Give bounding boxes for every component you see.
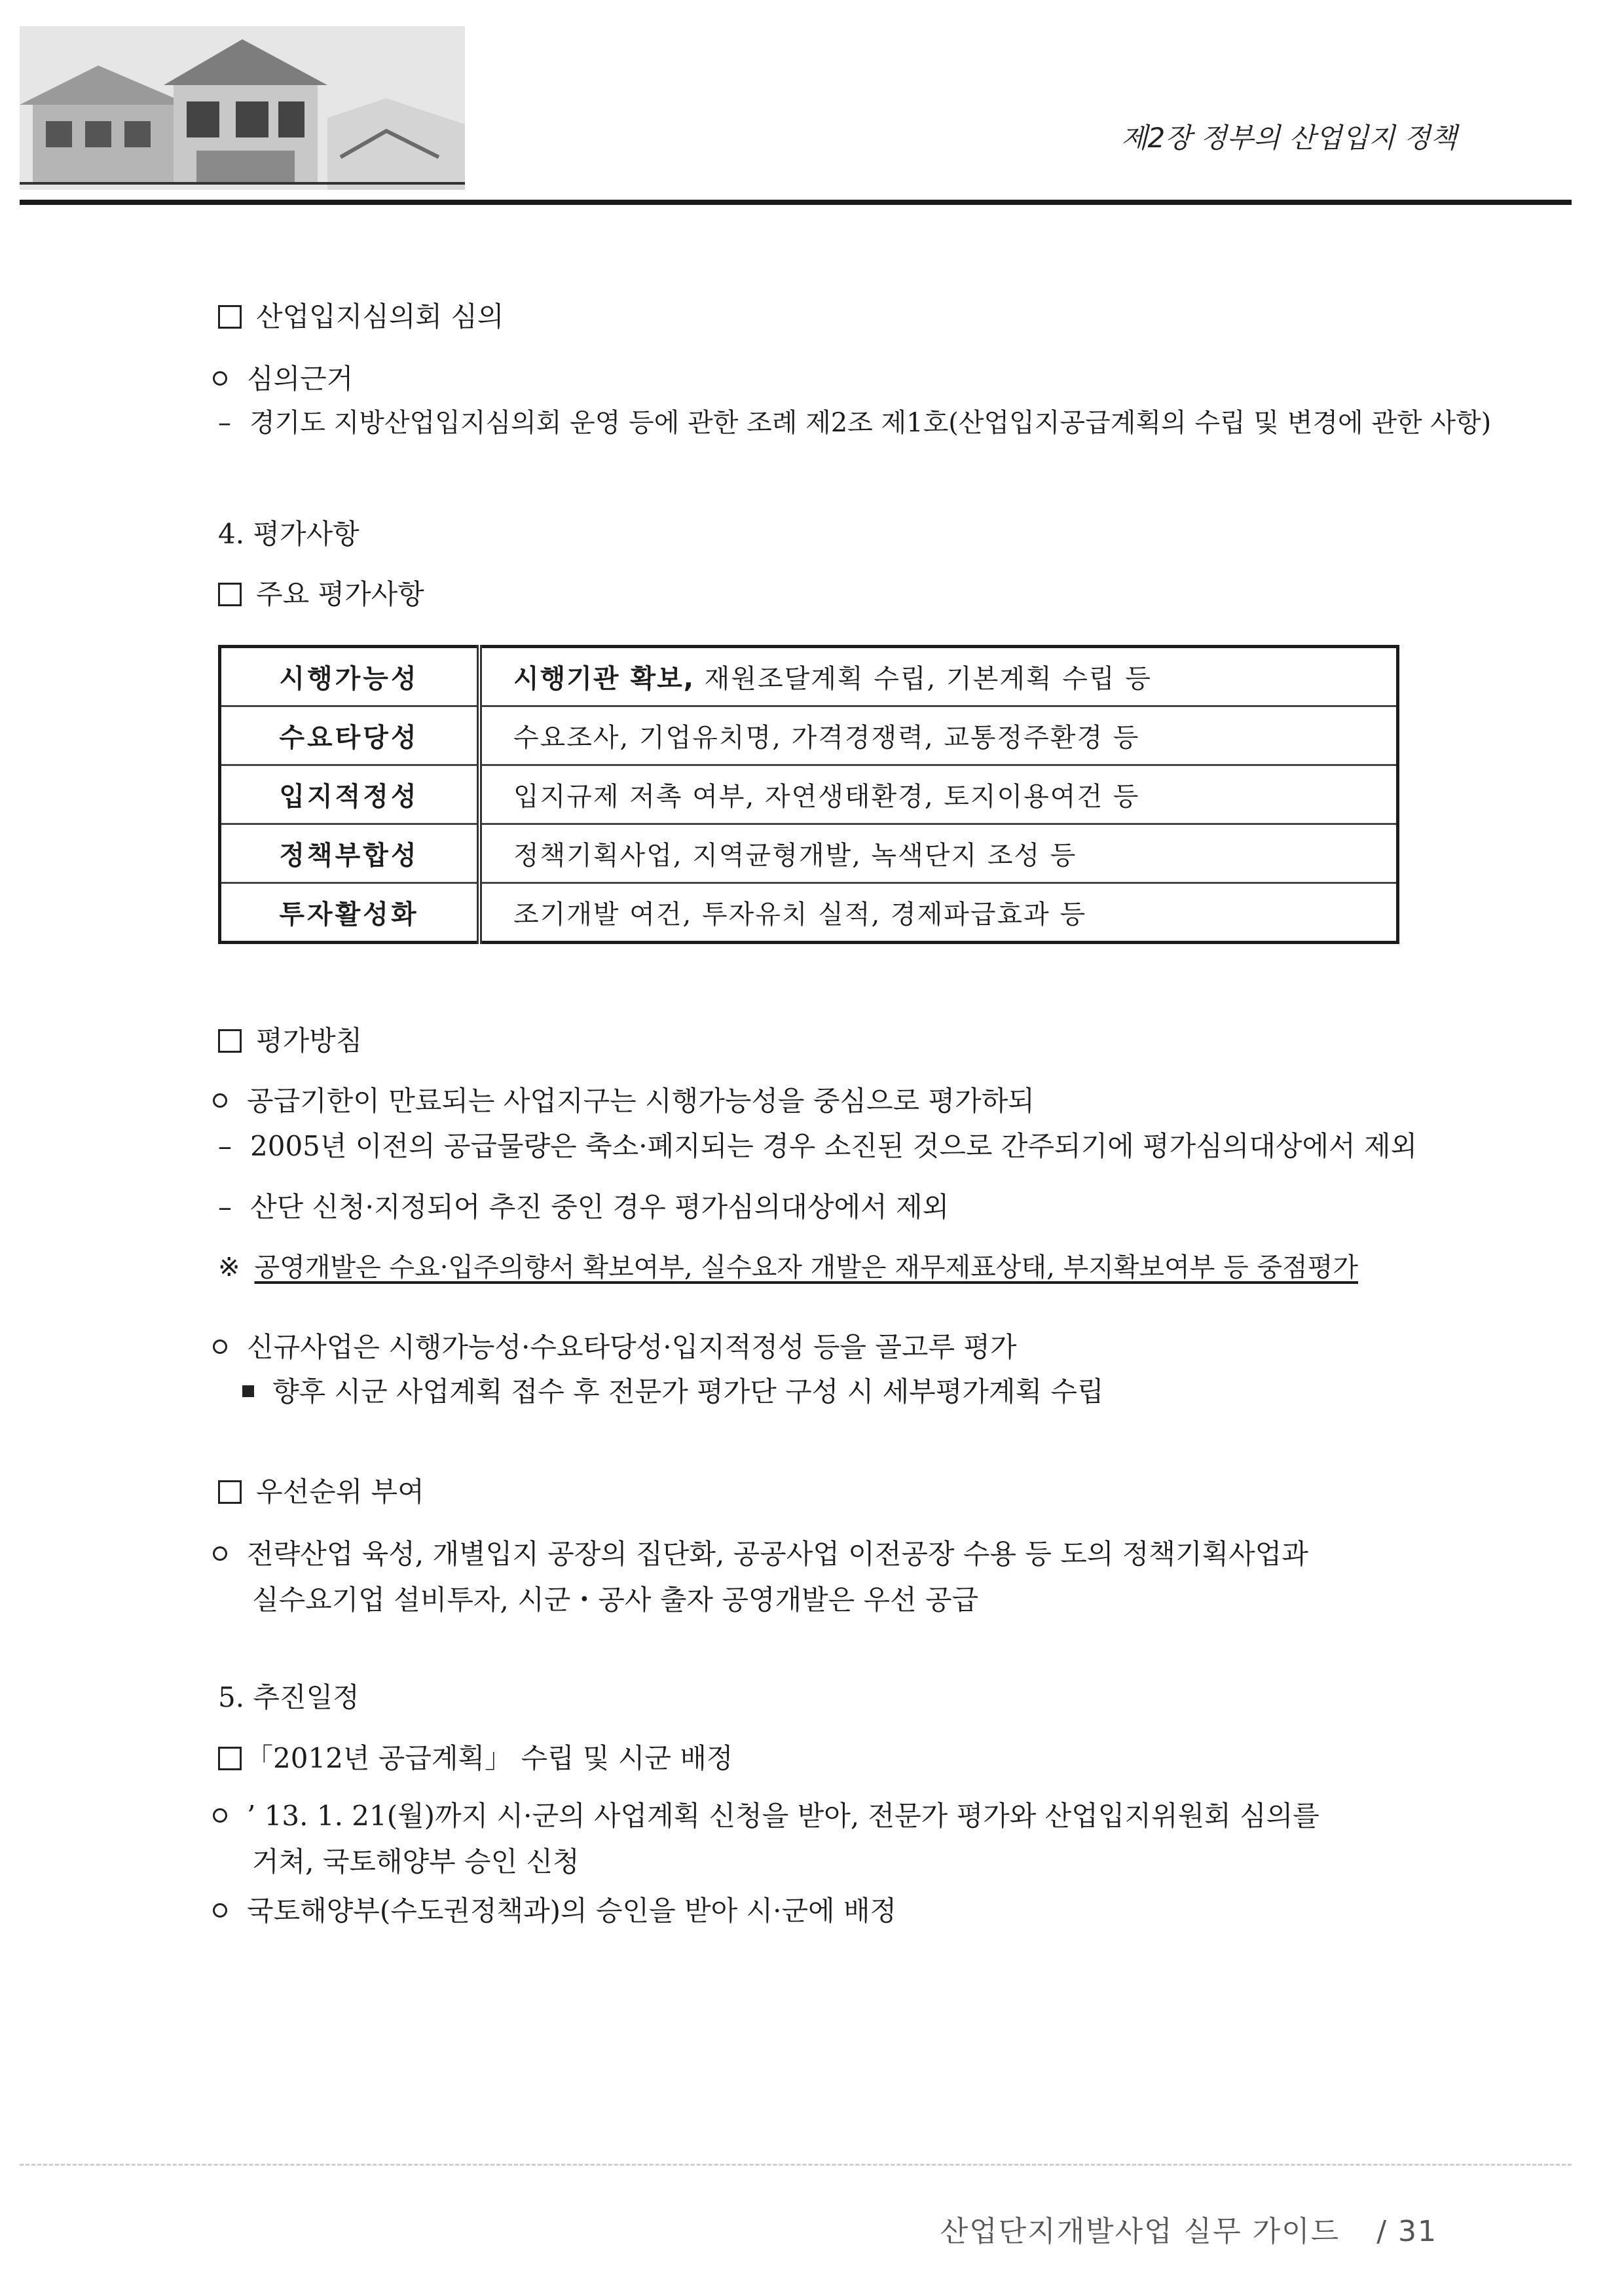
table-row xyxy=(220,706,1398,765)
policy-2-text: 신규사업은 시행가능성·수요타당성·입지적정성 등을 골고루 평가 xyxy=(247,1331,1017,1363)
chapter-title: 제2장 정부의 산업입지 정책 xyxy=(1120,122,1457,154)
table-value-cell xyxy=(479,765,1398,824)
policy-2a-text: 향후 시군 사업계획 접수 후 전문가 평가단 구성 시 세부평가계획 수립 xyxy=(272,1376,1104,1408)
policy-item-2a xyxy=(242,1375,1104,1409)
schedule-1-text: ’ 13. 1. 21(월)까지 시·군의 사업계획 신청을 받아, 전문가 평가와 산업입지위원회 심의를 xyxy=(247,1800,1320,1832)
evaluation-table xyxy=(218,645,1399,944)
table-value-text: 입지규제 저촉 여부, 자연생태환경, 토지이용여건 등 xyxy=(513,782,1140,812)
plan-heading xyxy=(218,1741,733,1776)
table-row xyxy=(220,883,1398,943)
schedule-item-1-cont: 거쳐, 국토해양부 승인 신청 xyxy=(252,1846,580,1878)
table-value-cell xyxy=(479,647,1398,706)
header-illustration xyxy=(20,26,465,190)
schedule-item-1 xyxy=(213,1799,1320,1833)
policy-1-text: 공급기한이 만료되는 사업지구는 시행가능성을 중심으로 평가하되 xyxy=(247,1085,1035,1117)
review-heading xyxy=(218,300,504,334)
table-key-cell: 투자활성화 xyxy=(220,883,480,943)
circle-bullet-icon xyxy=(213,1339,227,1354)
policy-heading-text: 평가방침 xyxy=(256,1025,363,1057)
header-divider xyxy=(20,200,1572,205)
basis-label: 심의근거 xyxy=(247,363,354,395)
policy-1a-text: 2005년 이전의 공급물량은 축소·폐지되는 경우 소진된 것으로 간주되기에 평가심의대상에서 제외 xyxy=(250,1130,1418,1162)
page-number: / 31 xyxy=(1376,2215,1437,2248)
policy-1b-text: 산단 신청·지정되어 추진 중인 경우 평가심의대상에서 제외 xyxy=(250,1191,950,1223)
main-items-heading-text: 주요 평가사항 xyxy=(256,578,424,610)
basis-detail: – 경기도 지방산업입지심의회 운영 등에 관한 조례 제2조 제1호(산업입지공급계획의 수립 및 변경에 관한 사항) xyxy=(218,408,1492,438)
priority-heading xyxy=(218,1475,424,1509)
policy-item-1b: – 산단 신청·지정되어 추진 중인 경우 평가심의대상에서 제외 xyxy=(218,1191,950,1223)
schedule-item-2 xyxy=(213,1894,896,1928)
note-mark: ※ xyxy=(218,1252,240,1283)
table-value-text: 수요조사, 기업유치명, 가격경쟁력, 교통정주환경 등 xyxy=(513,723,1140,753)
table-value-cell xyxy=(479,824,1398,883)
footer-divider xyxy=(20,2164,1572,2166)
schedule-2-text: 국토해양부(수도권정책과)의 승인을 받아 시·군에 배정 xyxy=(247,1895,897,1927)
checkbox-square-icon xyxy=(218,583,242,606)
policy-note xyxy=(218,1250,1358,1285)
table-row xyxy=(220,824,1398,883)
checkbox-square-icon xyxy=(218,1029,242,1053)
table-row xyxy=(220,647,1398,706)
checkbox-square-icon xyxy=(218,1480,242,1504)
basis-item xyxy=(213,362,353,396)
circle-bullet-icon xyxy=(213,1093,227,1108)
policy-item-1 xyxy=(213,1084,1035,1118)
table-value-text: 재원조달계획 수립, 기본계획 수립 등 xyxy=(694,664,1152,694)
table-key-cell: 시행가능성 xyxy=(220,647,480,706)
priority-1-text: 전략산업 육성, 개별입지 공장의 집단화, 공공사업 이전공장 수용 등 도의 정책기획사업과 xyxy=(247,1538,1308,1570)
table-value-cell xyxy=(479,883,1398,943)
circle-bullet-icon xyxy=(213,1903,227,1918)
priority-heading-text: 우선순위 부여 xyxy=(256,1476,424,1508)
table-row xyxy=(220,765,1398,824)
circle-bullet-icon xyxy=(213,1546,227,1561)
table-key-cell: 수요타당성 xyxy=(220,706,480,765)
section5-title: 5. 추진일정 xyxy=(218,1681,360,1713)
basis-detail-text: 경기도 지방산업입지심의회 운영 등에 관한 조례 제2조 제1호(산업입지공급계획의 수립 및 변경에 관한 사항) xyxy=(249,408,1492,438)
section4-title: 4. 평가사항 xyxy=(218,518,360,550)
page-footer xyxy=(940,2208,1437,2250)
table-key-cell: 정책부합성 xyxy=(220,824,480,883)
table-value-text: 정책기획사업, 지역균형개발, 녹색단지 조성 등 xyxy=(513,841,1077,871)
square-bullet-icon xyxy=(242,1385,254,1397)
review-heading-text: 산업입지심의회 심의 xyxy=(256,301,504,333)
footer-guide-title: 산업단지개발사업 실무 가이드 xyxy=(940,2215,1340,2248)
policy-note-text: 공영개발은 수요·입주의향서 확보여부, 실수요자 개발은 재무제표상태, 부지확보여부 등 중점평가 xyxy=(254,1252,1358,1283)
checkbox-square-icon xyxy=(218,305,242,329)
circle-bullet-icon xyxy=(213,1808,227,1823)
main-items-heading xyxy=(218,577,424,611)
table-value-bold: 시행기관 확보, xyxy=(513,664,695,694)
priority-item-1-cont: 실수요기업 설비투자, 시군・공사 출자 공영개발은 우선 공급 xyxy=(252,1584,979,1616)
table-value-text: 조기개발 여건, 투자유치 실적, 경제파급효과 등 xyxy=(513,900,1087,930)
plan-heading-text: 「2012년 공급계획」 수립 및 시군 배정 xyxy=(246,1742,733,1774)
policy-item-2 xyxy=(213,1330,1017,1364)
circle-bullet-icon xyxy=(213,371,227,386)
checkbox-square-icon xyxy=(218,1747,242,1770)
priority-item-1 xyxy=(213,1537,1308,1571)
policy-heading xyxy=(218,1024,362,1058)
table-value-cell xyxy=(479,706,1398,765)
table-key-cell: 입지적정성 xyxy=(220,765,480,824)
policy-item-1a: – 2005년 이전의 공급물량은 축소·폐지되는 경우 소진된 것으로 간주되기에 평가심의대상에서 제외 xyxy=(218,1130,1418,1162)
